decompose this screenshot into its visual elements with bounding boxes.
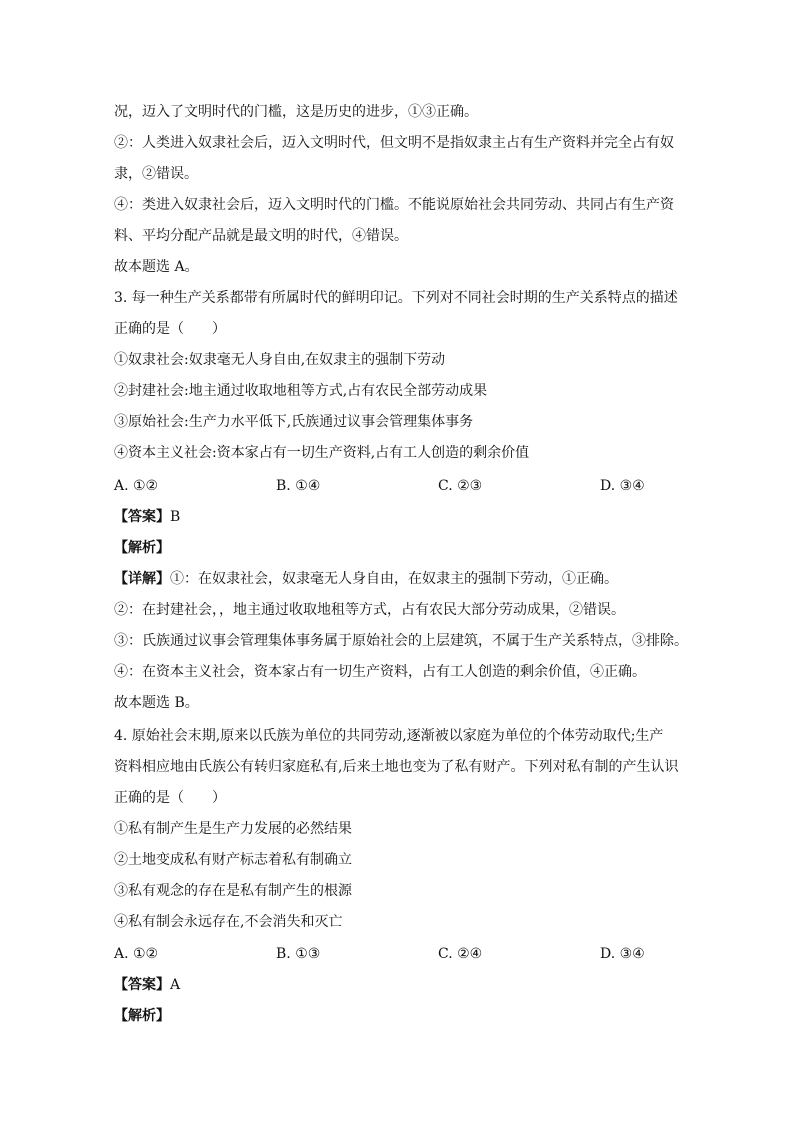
- conclusion-line: 故本题选 A。: [114, 259, 199, 275]
- conclusion-line: 故本题选 B。: [114, 695, 199, 711]
- answer-label: 【答案】: [114, 509, 170, 525]
- question-stem: 资料相应地由氏族公有转归家庭私有,后来土地也变为了私有财产。下列对私有制的产生认识: [114, 759, 679, 775]
- text-line: 况，迈入了文明时代的门槛，这是历史的进步，①③正确。: [114, 104, 478, 120]
- option-d: D. ③④: [600, 946, 645, 962]
- detail-line: ②：在封建社会，，地主通过收取地租等方式，占有农民大部分劳动成果，②错误。: [114, 602, 625, 618]
- answer-options: [114, 476, 714, 496]
- answer-value: A: [170, 977, 181, 993]
- detail-text: ①：在奴隶社会，奴隶毫无人身自由，在奴隶主的强制下劳动，①正确。: [170, 571, 618, 587]
- statement-item: ②土地变成私有财产标志着私有制确立: [114, 852, 352, 868]
- statement-item: ②封建社会:地主通过收取地租等方式,占有农民全部劳动成果: [114, 383, 488, 399]
- option-d: D. ③④: [600, 478, 645, 494]
- option-a: A. ①②: [114, 946, 159, 962]
- question-stem: 3. 每一种生产关系都带有所属时代的鲜明印记。下列对不同社会时期的生产关系特点的描述: [114, 290, 678, 306]
- question-stem: 正确的是（ ）: [114, 790, 226, 806]
- text-line: ④：类进入奴隶社会后，迈入文明时代的门槛。不能说原始社会共同劳动、共同占有生产资: [114, 197, 674, 213]
- analysis-label: 【解析】: [114, 540, 170, 556]
- option-c: C. ②③: [438, 478, 483, 494]
- answer-options: [114, 944, 714, 964]
- statement-item: ①奴隶社会:奴隶毫无人身自由,在奴隶主的强制下劳动: [114, 352, 446, 368]
- detail-line: [114, 569, 618, 589]
- answer-value: B: [170, 509, 181, 525]
- option-a: A. ①②: [114, 478, 159, 494]
- text-line: 料、平均分配产品就是最文明的时代，④错误。: [114, 228, 408, 244]
- statement-item: ④资本主义社会:资本家占有一切生产资料,占有工人创造的剩余价值: [114, 445, 530, 461]
- option-c: C. ②④: [438, 946, 483, 962]
- statement-item: ③私有观念的存在是私有制产生的根源: [114, 883, 352, 899]
- detail-label: 【详解】: [114, 571, 170, 587]
- question-stem: 4. 原始社会末期,原来以氏族为单位的共同劳动,逐渐被以家庭为单位的个体劳动取代;生产: [114, 728, 664, 744]
- text-line: 隶，②错误。: [114, 166, 198, 182]
- question-stem: 正确的是（ ）: [114, 321, 226, 337]
- analysis-label: 【解析】: [114, 1008, 170, 1024]
- statement-item: ④私有制会永远存在,不会消失和灭亡: [114, 914, 343, 930]
- answer-label: 【答案】: [114, 977, 170, 993]
- text-line: ②：人类进入奴隶社会后，迈入文明时代，但文明不是指奴隶主占有生产资料并完全占有奴: [114, 135, 674, 151]
- detail-line: ④：在资本主义社会，资本家占有一切生产资料，占有工人创造的剩余价值，④正确。: [114, 664, 646, 680]
- option-b: B. ①③: [276, 946, 321, 962]
- statement-item: ①私有制产生是生产力发展的必然结果: [114, 821, 352, 837]
- statement-item: ③原始社会:生产力水平低下,氏族通过议事会管理集体事务: [114, 414, 474, 430]
- detail-line: ③：氏族通过议事会管理集体事务属于原始社会的上层建筑，不属于生产关系特点，③排除。: [114, 633, 688, 649]
- option-b: B. ①④: [276, 478, 321, 494]
- answer-line: [114, 975, 180, 995]
- answer-line: [114, 507, 180, 527]
